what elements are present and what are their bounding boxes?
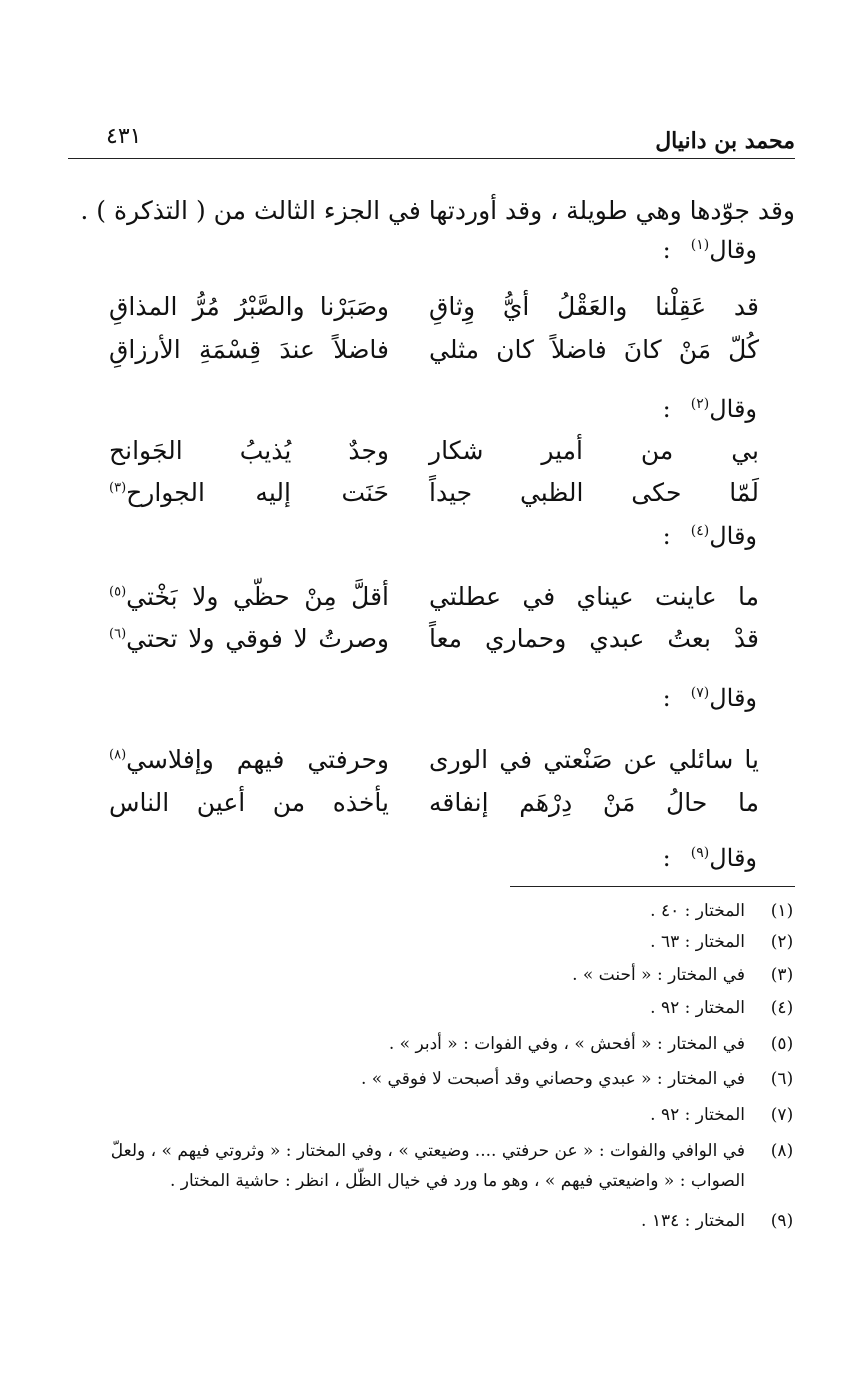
footnote xyxy=(68,960,795,990)
verse-line xyxy=(109,788,759,830)
verse-first-hemistich: ما حالُ مَنْ دِرْهَم إنفاقه xyxy=(429,788,759,817)
running-header xyxy=(68,118,795,159)
verse-line xyxy=(109,292,759,334)
page-number: ٤٣١ xyxy=(106,124,142,149)
verse-second-hemistich: يأخذه من أعين الناس xyxy=(109,788,389,817)
footnote-text: في المختار : « أفحش » ، وفي الفوات : « أدبر » . xyxy=(388,1034,745,1054)
footnote-text: في المختار : « أحنت » . xyxy=(572,965,745,985)
footnote xyxy=(68,896,795,926)
verse-line xyxy=(109,745,759,787)
poem-label: وقال$^{(٤)}$: xyxy=(662,522,757,550)
running-head-author: محمد بن دانيال xyxy=(655,128,795,154)
footnote-text: المختار : ١٣٤ . xyxy=(641,1211,745,1231)
footnote xyxy=(68,1206,795,1236)
footnote-number: (٤) xyxy=(770,998,794,1018)
prose-paragraph: وقد جوّدها وهي طويلة ، وقد أوردتها في الجزء الثالث من ( التذكرة ) . xyxy=(80,196,795,225)
verse-second-hemistich: فاضلاً عندَ قِسْمَةِ الأرزاقِ xyxy=(109,335,389,364)
footnote-number: (٣) xyxy=(770,965,794,985)
verse-second-hemistich: أقلَّ مِنْ حظّي ولا بَخْتي$^{(٥)}$ xyxy=(109,582,389,611)
poem-label: وقال$^{(٢)}$: xyxy=(662,395,757,423)
footnote-text: المختار : ٩٢ . xyxy=(650,1105,745,1125)
verse-line xyxy=(109,624,759,666)
footnote-number: (٢) xyxy=(770,932,794,952)
footnote xyxy=(68,927,795,957)
poem-label: وقال$^{(٧)}$: xyxy=(662,684,757,712)
footnote-number: (٨) xyxy=(770,1141,794,1161)
verse-line xyxy=(109,582,759,624)
verse-second-hemistich: وصَبَرْنا والصَّبْرُ مُرُّ المذاقِ xyxy=(109,292,389,321)
footnote-text: في الوافي والفوات : « عن حرفتي .... وضيعتي » ، وفي المختار : « وثروتي فيهم » ، ولعلّ الصواب : « واضيعتي فيهم » ، وهو ما ورد في خيال الظّل ، انظر : حاشية المختار . xyxy=(110,1141,745,1191)
footnote xyxy=(68,1100,795,1130)
footnote xyxy=(68,1064,795,1094)
footnote-text: المختار : ٦٣ . xyxy=(650,932,745,952)
footnote-separator xyxy=(510,886,795,887)
footnote-number: (٩) xyxy=(770,1211,794,1231)
footnote-text: في المختار : « عبدي وحصاني وقد أصبحت لا فوقي » . xyxy=(360,1069,745,1089)
verse-second-hemistich: وجدٌ يُذيبُ الجَوانح xyxy=(109,436,389,465)
verse-first-hemistich: قدْ بعتُ عبدي وحماري معاً xyxy=(429,624,759,653)
footnote-number: (١) xyxy=(770,901,794,921)
footnote-number: (٧) xyxy=(770,1105,794,1125)
verse-first-hemistich: يا سائلي عن صَنْعتي في الورى xyxy=(429,745,759,774)
footnote-number: (٥) xyxy=(770,1034,794,1054)
verse-first-hemistich: كُلّ مَنْ كانَ فاضلاً كان مثلي xyxy=(429,335,759,364)
verse-line xyxy=(109,436,759,478)
verse-first-hemistich: بي من أمير شكار xyxy=(429,436,759,465)
verse-first-hemistich: قد عَقِلْنا والعَقْلُ أيُّ وِثاقِ xyxy=(429,292,759,321)
poem-label: وقال$^{(١)}$: xyxy=(662,236,757,264)
footnote xyxy=(68,1029,795,1059)
verse-second-hemistich: حَنَت إليه الجوارح$^{(٣)}$ xyxy=(109,478,389,507)
verse-second-hemistich: وحرفتي فيهم وإفلاسي$^{(٨)}$ xyxy=(109,745,389,774)
verse-line xyxy=(109,478,759,520)
verse-first-hemistich: ما عاينت عيناي في عطلتي xyxy=(429,582,759,611)
verse-line xyxy=(109,335,759,377)
verse-first-hemistich: لَمّا حكى الظبي جيداً xyxy=(429,478,759,507)
footnote-text: المختار : ٤٠ . xyxy=(650,901,745,921)
poem-label: وقال$^{(٩)}$: xyxy=(662,844,757,872)
footnote xyxy=(68,993,795,1023)
footnote-text: المختار : ٩٢ . xyxy=(650,998,745,1018)
footnote-number: (٦) xyxy=(770,1069,794,1089)
verse-second-hemistich: وصرتُ لا فوقي ولا تحتي$^{(٦)}$ xyxy=(109,624,389,653)
footnote xyxy=(68,1136,795,1196)
